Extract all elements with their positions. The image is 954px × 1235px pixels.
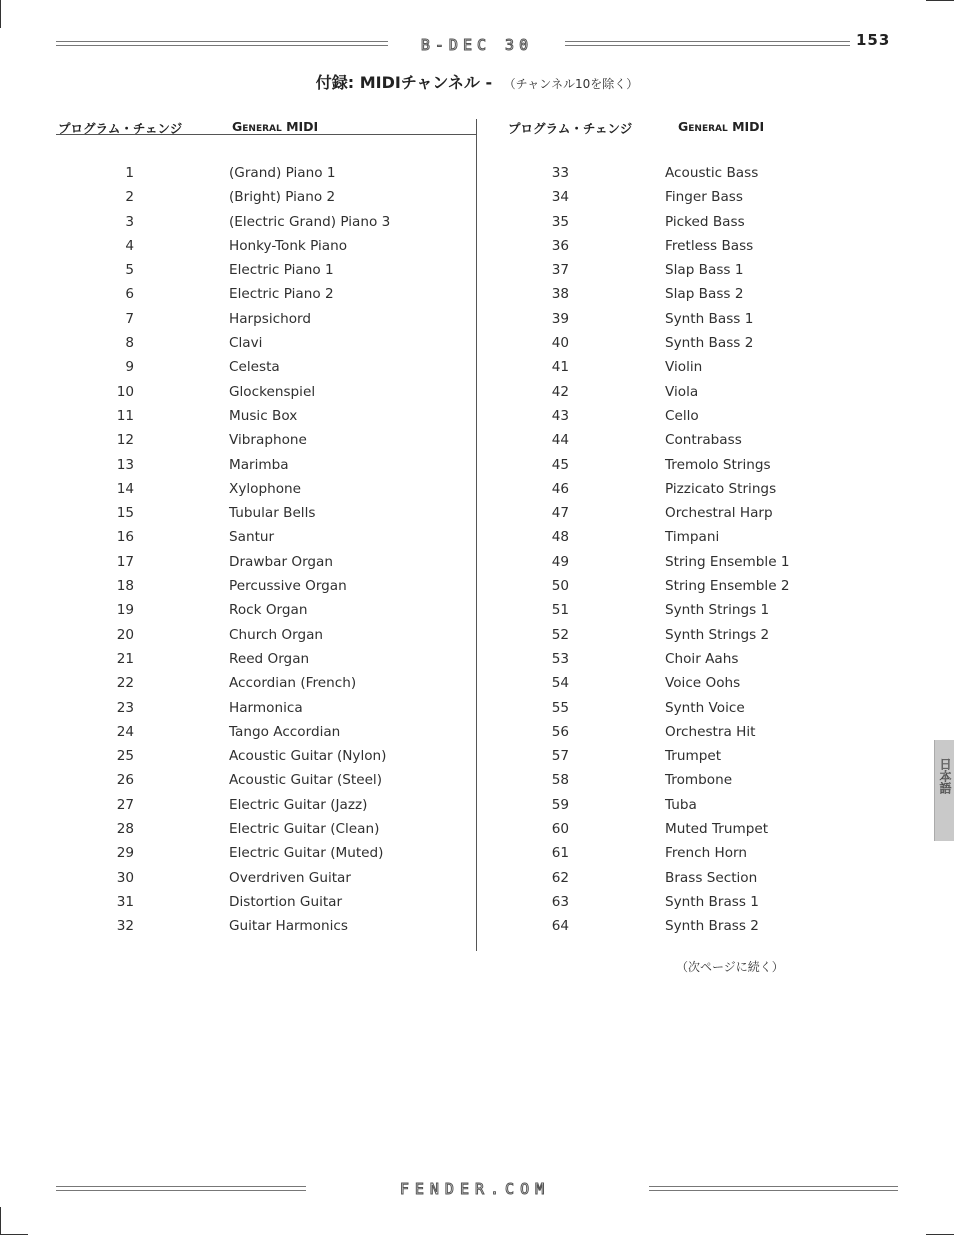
instrument-name: Choir Aahs	[665, 650, 739, 667]
instrument-name: Synth Voice	[665, 699, 745, 716]
instrument-name: Synth Brass 1	[665, 893, 759, 910]
table-row	[56, 282, 456, 306]
table-row	[56, 453, 456, 477]
table-row	[56, 914, 456, 938]
column-divider	[476, 119, 477, 951]
program-number: 24	[116, 723, 134, 740]
table-row	[513, 307, 913, 331]
table-row	[56, 234, 456, 258]
instrument-name: Music Box	[229, 407, 298, 424]
table-row	[513, 598, 913, 622]
page-title	[0, 70, 954, 93]
table-row	[56, 501, 456, 525]
right-program-header: プログラム・チェンジ	[508, 121, 633, 136]
program-number: 19	[116, 602, 134, 619]
program-number: 53	[551, 650, 569, 667]
table-row	[513, 768, 913, 792]
instrument-name: Electric Piano 2	[229, 286, 334, 303]
instrument-name: Violin	[665, 359, 703, 376]
program-number: 10	[116, 383, 134, 400]
instrument-name: Rock Organ	[229, 602, 308, 619]
table-row	[513, 696, 913, 720]
program-number: 7	[125, 310, 134, 327]
instrument-name: Synth Strings 2	[665, 626, 770, 643]
instrument-name: Viola	[665, 383, 699, 400]
program-number: 8	[125, 335, 134, 352]
footer-rule-right	[649, 1186, 898, 1191]
table-row	[56, 841, 456, 865]
program-number: 57	[551, 748, 569, 765]
instrument-name: Celesta	[229, 359, 280, 376]
header-rule-left	[56, 41, 388, 46]
left-program-list	[56, 161, 456, 939]
program-number: 63	[551, 893, 569, 910]
table-row	[56, 744, 456, 768]
instrument-name: Synth Bass 2	[665, 335, 754, 352]
table-row	[513, 428, 913, 452]
instrument-name: Picked Bass	[665, 213, 745, 230]
program-number: 34	[551, 189, 569, 206]
program-number: 14	[116, 480, 134, 497]
program-number: 54	[551, 675, 569, 692]
table-row	[513, 647, 913, 671]
program-number: 58	[551, 772, 569, 789]
program-number: 42	[551, 383, 569, 400]
instrument-name: Contrabass	[665, 432, 742, 449]
program-number: 52	[551, 626, 569, 643]
instrument-name: Slap Bass 1	[665, 262, 744, 279]
program-number: 6	[125, 286, 134, 303]
table-row	[56, 866, 456, 890]
table-row	[513, 380, 913, 404]
footer-brand-logo: FENDER.COM	[399, 1180, 551, 1198]
program-number: 28	[116, 821, 134, 838]
left-program-header: プログラム・チェンジ	[58, 121, 183, 136]
program-number: 30	[116, 869, 134, 886]
instrument-name: Pizzicato Strings	[665, 480, 777, 497]
instrument-name: Finger Bass	[665, 189, 743, 206]
instrument-name: Muted Trumpet	[665, 821, 769, 838]
table-row	[56, 817, 456, 841]
header-rule-right	[565, 41, 850, 46]
program-number: 21	[116, 650, 134, 667]
title-sub: （チャンネル10を除く）	[503, 77, 639, 91]
program-number: 26	[116, 772, 134, 789]
program-number: 59	[551, 796, 569, 813]
program-number: 15	[116, 505, 134, 522]
instrument-name: Trumpet	[665, 748, 722, 765]
table-row	[56, 331, 456, 355]
left-gm-header: General MIDI	[232, 119, 319, 134]
table-row	[56, 355, 456, 379]
instrument-name: Tubular Bells	[229, 505, 316, 522]
table-row	[513, 720, 913, 744]
table-row	[513, 866, 913, 890]
instrument-name: Santur	[229, 529, 275, 546]
table-row	[513, 453, 913, 477]
table-row	[56, 258, 456, 282]
instrument-name: (Grand) Piano 1	[229, 165, 336, 181]
table-row	[513, 185, 913, 209]
table-row	[513, 355, 913, 379]
instrument-name: Orchestra Hit	[665, 723, 756, 740]
program-number: 36	[551, 237, 569, 254]
instrument-name: Glockenspiel	[229, 383, 316, 400]
instrument-name: Honky-Tonk Piano	[229, 237, 348, 254]
language-tab	[934, 740, 954, 841]
instrument-name: Brass Section	[665, 869, 758, 886]
program-number: 3	[125, 213, 134, 230]
table-row	[513, 234, 913, 258]
instrument-name: (Electric Grand) Piano 3	[229, 213, 391, 230]
instrument-name: Percussive Organ	[229, 578, 347, 595]
program-number: 16	[116, 529, 134, 546]
table-row	[513, 210, 913, 234]
instrument-name: Tuba	[665, 796, 697, 813]
instrument-name: Timpani	[665, 529, 720, 546]
table-row	[56, 428, 456, 452]
table-row	[513, 914, 913, 938]
program-number: 27	[116, 796, 134, 813]
instrument-name: Acoustic Guitar (Steel)	[229, 772, 383, 789]
program-number: 43	[551, 407, 569, 424]
instrument-name: (Bright) Piano 2	[229, 189, 336, 206]
instrument-name: Electric Guitar (Clean)	[229, 821, 380, 838]
program-number: 38	[551, 286, 569, 303]
instrument-name: Drawbar Organ	[229, 553, 333, 570]
instrument-name: Reed Organ	[229, 650, 310, 667]
instrument-name: Vibraphone	[229, 432, 307, 449]
table-row	[56, 574, 456, 598]
program-number: 41	[551, 359, 569, 376]
program-number: 50	[551, 578, 569, 595]
instrument-name: String Ensemble 2	[665, 578, 790, 595]
crop-mark	[926, 0, 954, 1]
table-row	[56, 890, 456, 914]
instrument-name: Distortion Guitar	[229, 893, 343, 910]
page-number: 153	[856, 31, 891, 49]
table-row	[56, 696, 456, 720]
table-row	[56, 720, 456, 744]
program-number: 33	[551, 165, 569, 181]
table-row	[513, 404, 913, 428]
table-row	[513, 525, 913, 549]
instrument-name: Electric Piano 1	[229, 262, 334, 279]
right-program-list	[513, 161, 913, 939]
program-number: 45	[551, 456, 569, 473]
program-number: 47	[551, 505, 569, 522]
program-number: 17	[116, 553, 134, 570]
instrument-name: Cello	[665, 407, 699, 424]
table-row	[513, 258, 913, 282]
instrument-name: Acoustic Bass	[665, 165, 759, 181]
instrument-name: Clavi	[229, 335, 263, 352]
instrument-name: Harpsichord	[229, 310, 312, 327]
program-number: 37	[551, 262, 569, 279]
program-number: 13	[116, 456, 134, 473]
instrument-name: Tremolo Strings	[665, 456, 771, 473]
table-row	[513, 841, 913, 865]
instrument-name: Accordian (French)	[229, 675, 357, 692]
program-number: 44	[551, 432, 569, 449]
table-row	[56, 598, 456, 622]
program-number: 23	[116, 699, 134, 716]
program-number: 1	[125, 165, 134, 181]
program-number: 46	[551, 480, 569, 497]
program-number: 2	[125, 189, 134, 206]
program-number: 12	[116, 432, 134, 449]
program-number: 5	[125, 262, 134, 279]
table-row	[513, 501, 913, 525]
program-number: 11	[116, 407, 134, 424]
table-row	[513, 623, 913, 647]
program-number: 29	[116, 845, 134, 862]
instrument-name: Guitar Harmonics	[229, 918, 348, 935]
instrument-name: Synth Bass 1	[665, 310, 754, 327]
language-tab-label: 日本語	[938, 758, 952, 794]
table-row	[513, 282, 913, 306]
program-number: 31	[116, 893, 134, 910]
table-row	[513, 550, 913, 574]
program-number: 22	[116, 675, 134, 692]
table-row	[56, 210, 456, 234]
table-row	[56, 550, 456, 574]
program-number: 9	[125, 359, 134, 376]
table-row	[513, 744, 913, 768]
header-brand-logo: B-DEC 30	[420, 36, 534, 54]
instrument-name: Electric Guitar (Jazz)	[229, 796, 368, 813]
program-number: 56	[551, 723, 569, 740]
program-number: 64	[551, 918, 569, 935]
instrument-name: Voice Oohs	[665, 675, 741, 692]
table-row	[513, 817, 913, 841]
program-number: 55	[551, 699, 569, 716]
table-row	[56, 671, 456, 695]
continued-note: （次ページに続く）	[676, 960, 784, 974]
table-row	[56, 380, 456, 404]
instrument-name: String Ensemble 1	[665, 553, 790, 570]
table-row	[513, 574, 913, 598]
instrument-name: Synth Strings 1	[665, 602, 770, 619]
instrument-name: Overdriven Guitar	[229, 869, 351, 886]
right-gm-header: General MIDI	[678, 119, 765, 134]
program-number: 4	[125, 237, 134, 254]
program-number: 40	[551, 335, 569, 352]
table-header-rule	[56, 134, 476, 135]
program-number: 35	[551, 213, 569, 230]
program-number: 61	[551, 845, 569, 862]
instrument-name: Trombone	[665, 772, 733, 789]
program-number: 39	[551, 310, 569, 327]
table-row	[56, 161, 456, 185]
program-number: 20	[116, 626, 134, 643]
program-number: 62	[551, 869, 569, 886]
table-row	[513, 331, 913, 355]
table-row	[513, 793, 913, 817]
instrument-name: Marimba	[229, 456, 289, 473]
table-row	[513, 671, 913, 695]
table-row	[513, 890, 913, 914]
table-row	[56, 307, 456, 331]
instrument-name: Tango Accordian	[229, 723, 341, 740]
program-number: 32	[116, 918, 134, 935]
table-row	[56, 623, 456, 647]
table-row	[56, 525, 456, 549]
program-number: 60	[551, 821, 569, 838]
instrument-name: Church Organ	[229, 626, 324, 643]
crop-mark	[0, 1207, 1, 1235]
crop-mark	[0, 0, 1, 28]
table-row	[56, 185, 456, 209]
program-number: 51	[551, 602, 569, 619]
table-row	[56, 793, 456, 817]
instrument-name: Acoustic Guitar (Nylon)	[229, 748, 387, 765]
program-number: 18	[116, 578, 134, 595]
program-number: 49	[551, 553, 569, 570]
instrument-name: Harmonica	[229, 699, 303, 716]
instrument-name: French Horn	[665, 845, 748, 862]
instrument-name: Synth Brass 2	[665, 918, 759, 935]
table-row	[56, 768, 456, 792]
program-number: 48	[551, 529, 569, 546]
instrument-name: Orchestral Harp	[665, 505, 773, 522]
table-row	[56, 647, 456, 671]
table-row	[56, 404, 456, 428]
program-number: 25	[116, 748, 134, 765]
instrument-name: Fretless Bass	[665, 237, 754, 254]
table-row	[513, 161, 913, 185]
instrument-name: Electric Guitar (Muted)	[229, 845, 384, 862]
instrument-name: Slap Bass 2	[665, 286, 744, 303]
title-main: 付録: MIDIチャンネル -	[315, 73, 498, 92]
table-row	[56, 477, 456, 501]
instrument-name: Xylophone	[229, 480, 301, 497]
table-row	[513, 477, 913, 501]
footer-rule-left	[56, 1186, 306, 1191]
